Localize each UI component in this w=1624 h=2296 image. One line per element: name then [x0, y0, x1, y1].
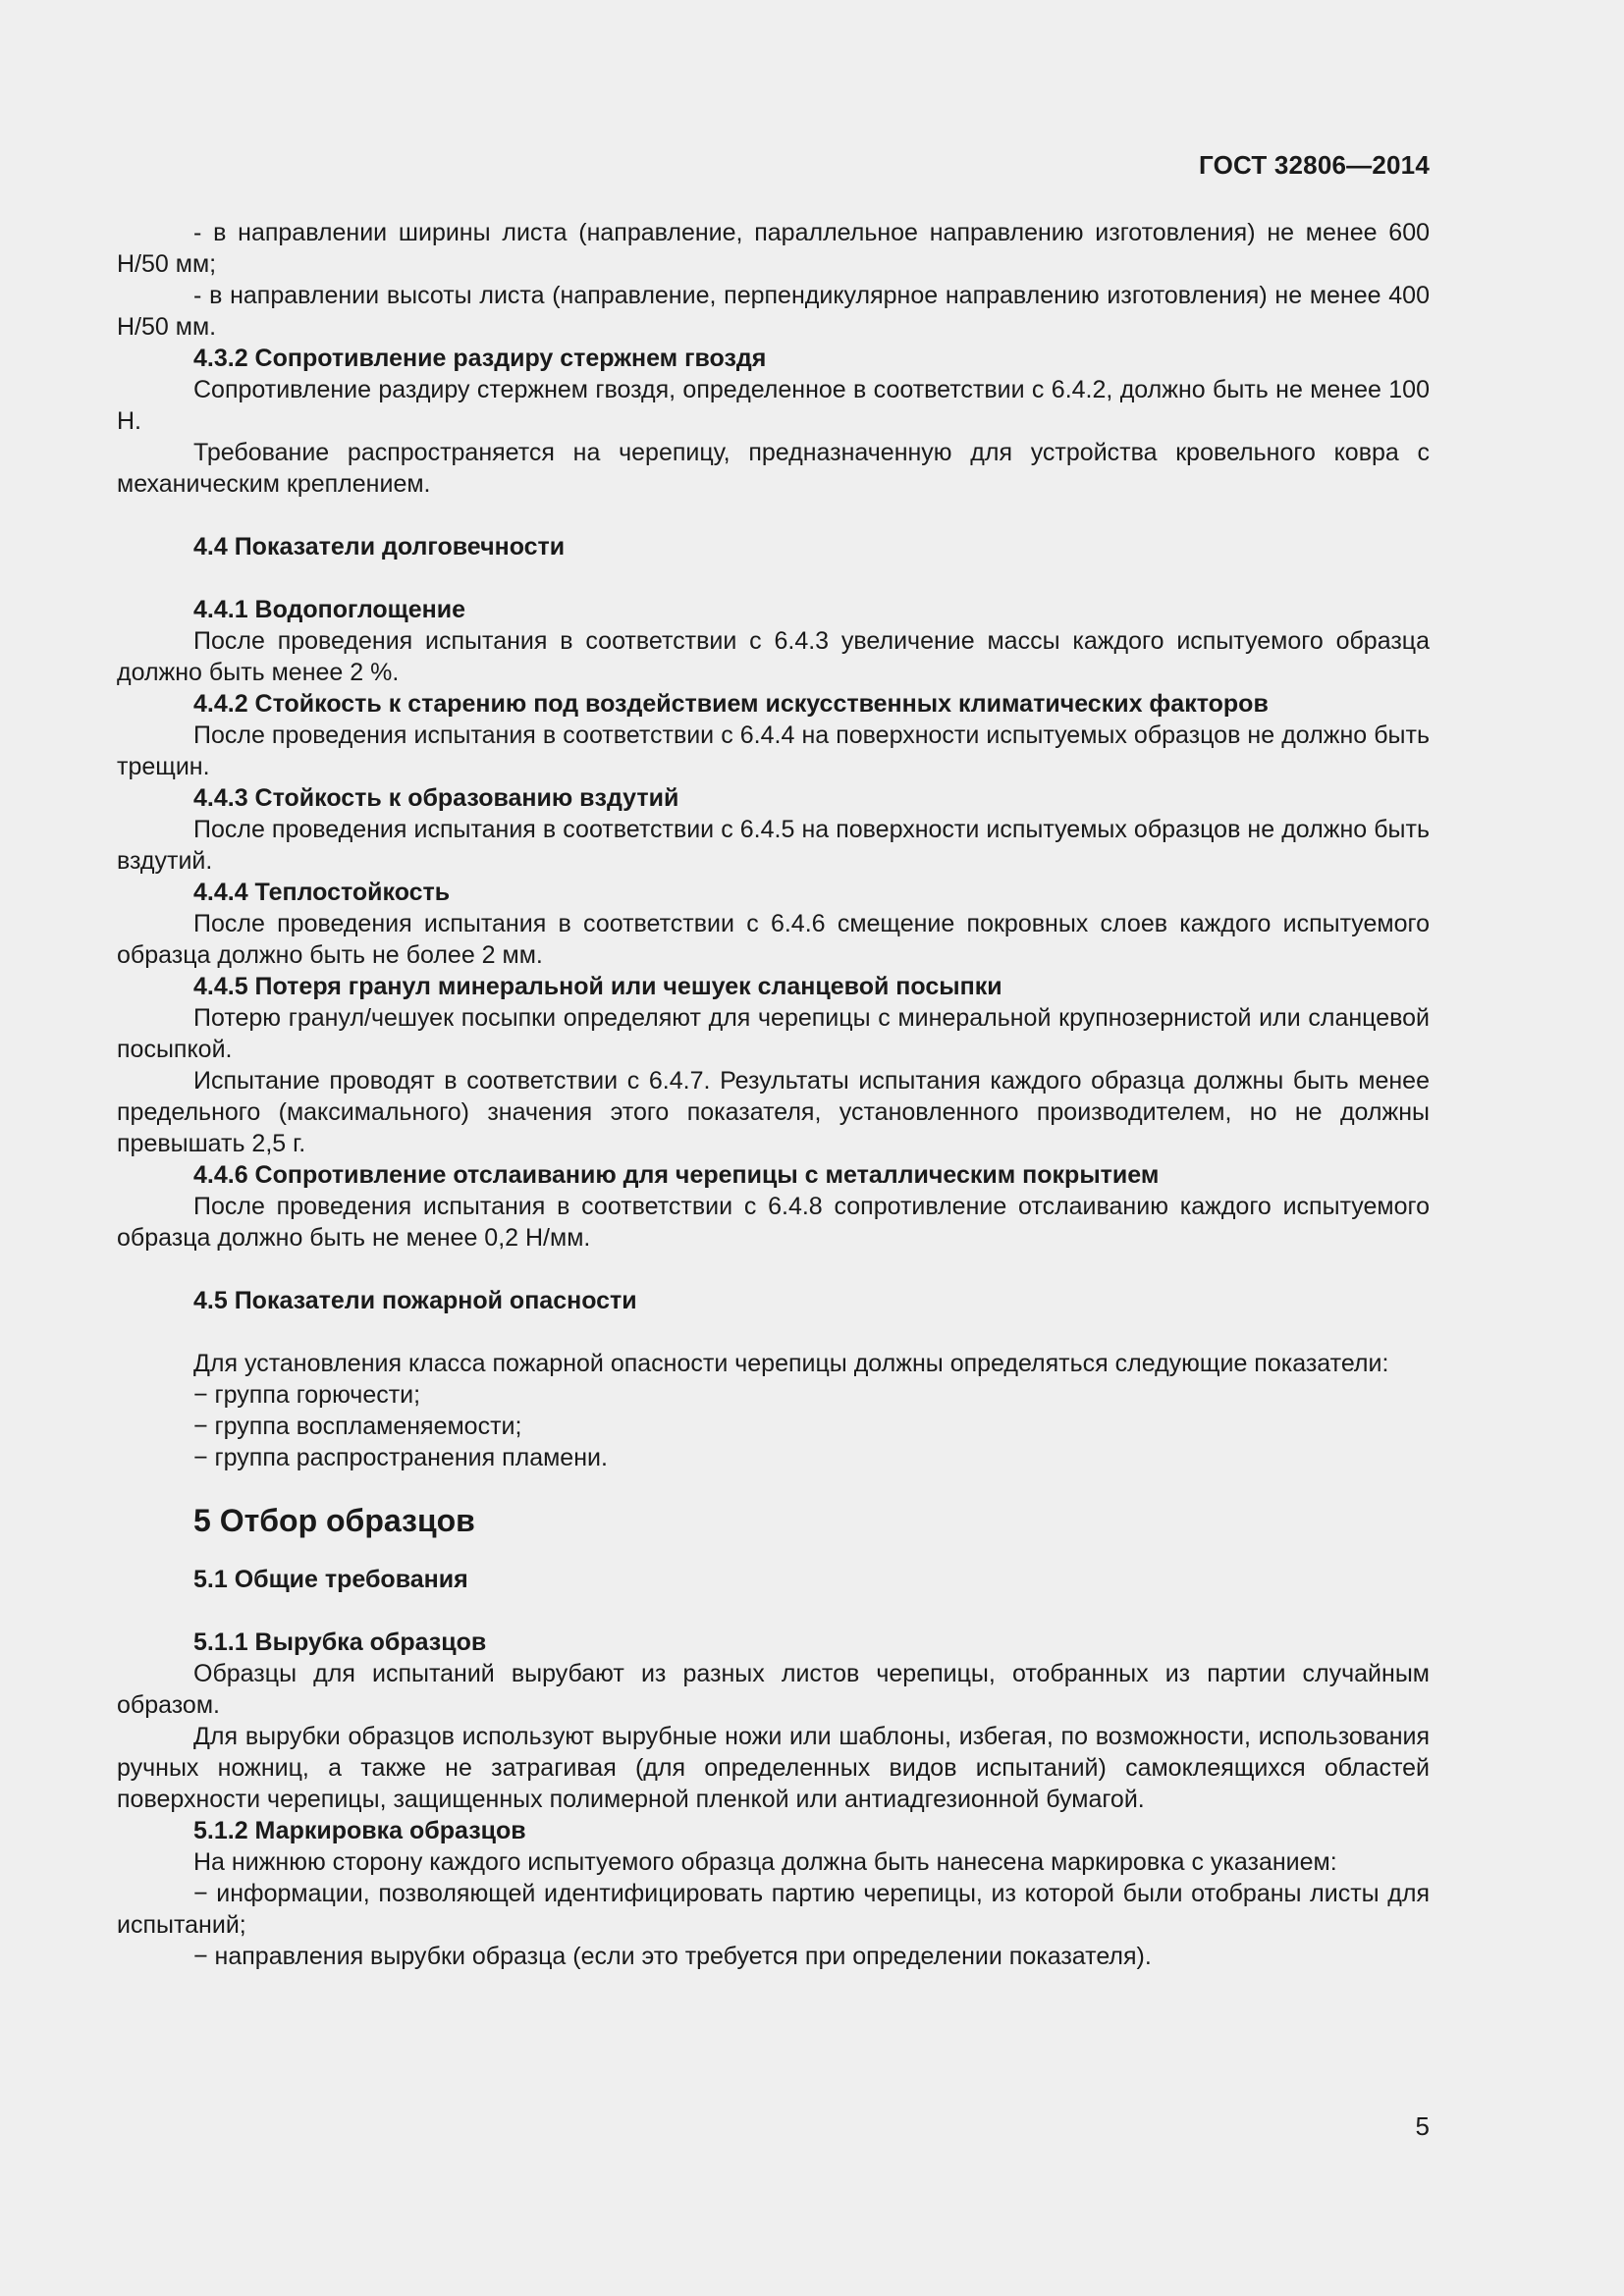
section-heading-4-4-1: 4.4.1 Водопоглощение [193, 596, 466, 623]
page-number: 5 [1415, 2111, 1430, 2141]
chapter-heading-5: 5 Отбор образцов [193, 1503, 475, 1538]
paragraph: Для установления класса пожарной опасности черепицы должны определяться следующие показатели: [193, 1350, 1389, 1377]
doc-header-id: ГОСТ 32806—2014 [1199, 150, 1430, 180]
list-item: − группа горючести; [193, 1381, 421, 1409]
section-heading-4-4: 4.4 Показатели долговечности [193, 533, 566, 561]
paragraph: Потерю гранул/чешуек посыпки определяют для черепицы с минеральной крупнозернистой или сланцевой посыпкой. [117, 1004, 1430, 1063]
paragraph: После проведения испытания в соответствии с 6.4.5 на поверхности испытуемых образцов не должно быть вздутий. [117, 816, 1430, 875]
section-heading-5-1: 5.1 Общие требования [193, 1566, 468, 1593]
list-item: − группа воспламеняемости; [193, 1413, 522, 1440]
section-heading-4-4-6: 4.4.6 Сопротивление отслаиванию для черепицы с металлическим покрытием [193, 1161, 1160, 1189]
paragraph: - в направлении высоты листа (направление, перпендикулярное направлению изготовления) не менее 400 Н/50 мм. [117, 282, 1430, 341]
paragraph: После проведения испытания в соответствии с 6.4.3 увеличение массы каждого испытуемого образца должно быть менее 2 %. [117, 627, 1430, 686]
section-heading-4-3-2: 4.3.2 Сопротивление раздиру стержнем гвоздя [193, 345, 767, 372]
paragraph: Требование распространяется на черепицу, предназначенную для устройства кровельного ковра с механическим креплением. [117, 439, 1430, 498]
paragraph: Сопротивление раздиру стержнем гвоздя, определенное в соответствии с 6.4.2, должно быть не менее 100 Н. [117, 376, 1430, 435]
list-item: − группа распространения пламени. [193, 1444, 608, 1471]
paragraph: После проведения испытания в соответствии с 6.4.8 сопротивление отслаиванию каждого испытуемого образца должно быть не менее 0,2 Н/мм. [117, 1193, 1430, 1252]
paragraph: Образцы для испытаний вырубают из разных листов черепицы, отобранных из партии случайным образом. [117, 1660, 1430, 1719]
section-heading-4-4-3: 4.4.3 Стойкость к образованию вздутий [193, 784, 679, 812]
document-body [117, 217, 1430, 1972]
section-heading-4-4-2: 4.4.2 Стойкость к старению под воздействием искусственных климатических факторов [193, 690, 1269, 718]
section-heading-4-4-5: 4.4.5 Потеря гранул минеральной или чешуек сланцевой посыпки [193, 973, 1002, 1000]
paragraph: − информации, позволяющей идентифицировать партию черепицы, из которой были отобраны листы для испытаний; [117, 1880, 1430, 1939]
paragraph: На нижнюю сторону каждого испытуемого образца должна быть нанесена маркировка с указанием: [193, 1848, 1337, 1876]
paragraph: После проведения испытания в соответствии с 6.4.6 смещение покровных слоев каждого испытуемого образца должно быть не более 2 мм. [117, 910, 1430, 969]
section-heading-4-4-4: 4.4.4 Теплостойкость [193, 879, 451, 906]
section-heading-5-1-2: 5.1.2 Маркировка образцов [193, 1817, 526, 1844]
paragraph: После проведения испытания в соответствии с 6.4.4 на поверхности испытуемых образцов не должно быть трещин. [117, 721, 1430, 780]
paragraph: - в направлении ширины листа (направление, параллельное направлению изготовления) не менее 600 Н/50 мм; [117, 219, 1430, 278]
paragraph: Испытание проводят в соответствии с 6.4.7. Результаты испытания каждого образца должны быть менее предельного (максимального) значения этого показателя, установленного производителем, но не должны превышать 2,5 г. [117, 1067, 1430, 1157]
list-item: − направления вырубки образца (если это требуется при определении показателя). [193, 1943, 1152, 1970]
section-heading-5-1-1: 5.1.1 Вырубка образцов [193, 1629, 487, 1656]
paragraph: Для вырубки образцов используют вырубные ножи или шаблоны, избегая, по возможности, использования ручных ножниц, а также не затрагивая (для определенных видов испытаний) самоклеящихся областей поверхности черепицы, защищенных полимерной пленкой или антиадгезионной бумагой. [117, 1723, 1430, 1813]
section-heading-4-5: 4.5 Показатели пожарной опасности [193, 1287, 637, 1314]
